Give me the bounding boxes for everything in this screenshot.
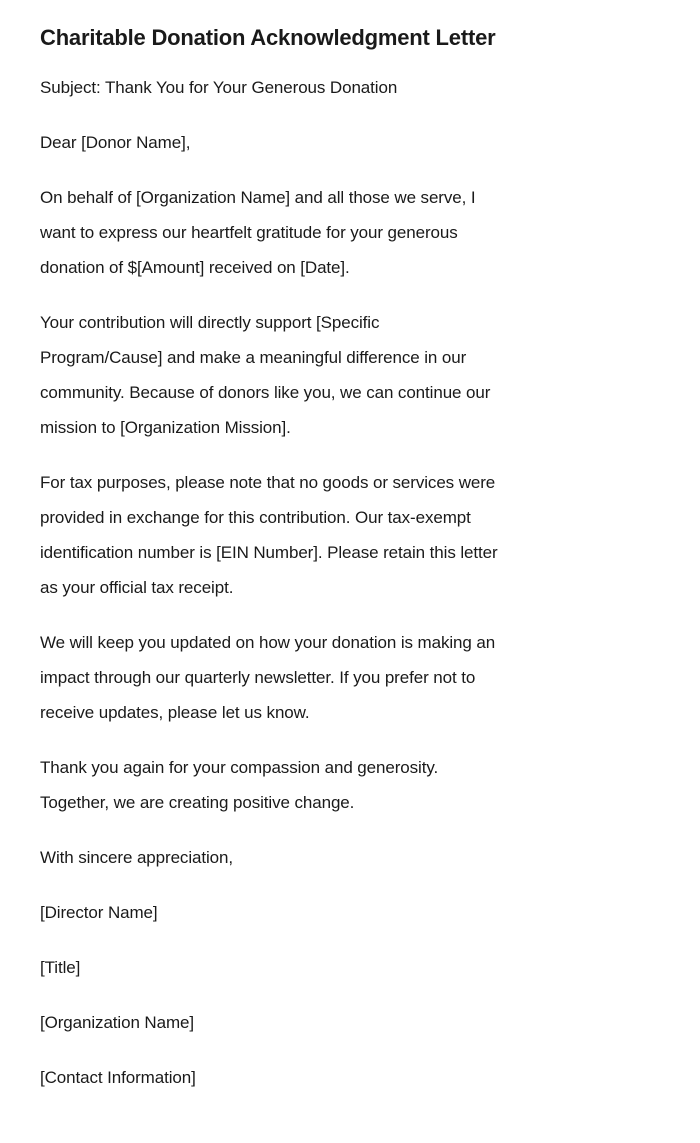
paragraph-line: [Director Name] <box>40 903 158 922</box>
paragraph-line: Program/Cause] and make a meaningful difference in our <box>40 348 467 367</box>
paragraph-line: Dear [Donor Name], <box>40 133 191 152</box>
paragraph <box>40 70 660 105</box>
paragraph-line: [Title] <box>40 958 81 977</box>
paragraph-line: as your official tax receipt. <box>40 578 234 597</box>
paragraph <box>40 950 660 985</box>
paragraph-line: [Contact Information] <box>40 1068 196 1087</box>
paragraph-line: provided in exchange for this contribution. Our tax-exempt <box>40 508 471 527</box>
paragraph <box>40 750 660 820</box>
paragraph-line: For tax purposes, please note that no goods or services were <box>40 473 496 492</box>
paragraph-line: Your contribution will directly support [Specific <box>40 313 380 332</box>
paragraph <box>40 1005 660 1040</box>
paragraph <box>40 305 660 445</box>
paragraph <box>40 895 660 930</box>
paragraph-line: identification number is [EIN Number]. Please retain this letter <box>40 543 498 562</box>
paragraph-line: [Organization Name] <box>40 1013 195 1032</box>
paragraph-line: Subject: Thank You for Your Generous Donation <box>40 78 398 97</box>
paragraph-line: Together, we are creating positive change. <box>40 793 355 812</box>
paragraph-line: want to express our heartfelt gratitude for your generous <box>40 223 458 242</box>
paragraph <box>40 625 660 730</box>
paragraph-line: On behalf of [Organization Name] and all those we serve, I <box>40 188 476 207</box>
paragraph-line: With sincere appreciation, <box>40 848 233 867</box>
paragraph-line: mission to [Organization Mission]. <box>40 418 291 437</box>
paragraph-line: We will keep you updated on how your donation is making an <box>40 633 496 652</box>
paragraph <box>40 180 660 285</box>
paragraph <box>40 125 660 160</box>
paragraph-line: receive updates, please let us know. <box>40 703 310 722</box>
letter-body <box>40 70 660 1095</box>
paragraph <box>40 840 660 875</box>
paragraph-line: Thank you again for your compassion and generosity. <box>40 758 439 777</box>
paragraph-line: impact through our quarterly newsletter. If you prefer not to <box>40 668 476 687</box>
paragraph <box>40 465 660 605</box>
document-title: Charitable Donation Acknowledgment Letter <box>40 25 496 50</box>
paragraph-line: community. Because of donors like you, we can continue our <box>40 383 491 402</box>
paragraph <box>40 1060 660 1095</box>
paragraph-line: donation of $[Amount] received on [Date]. <box>40 258 350 277</box>
